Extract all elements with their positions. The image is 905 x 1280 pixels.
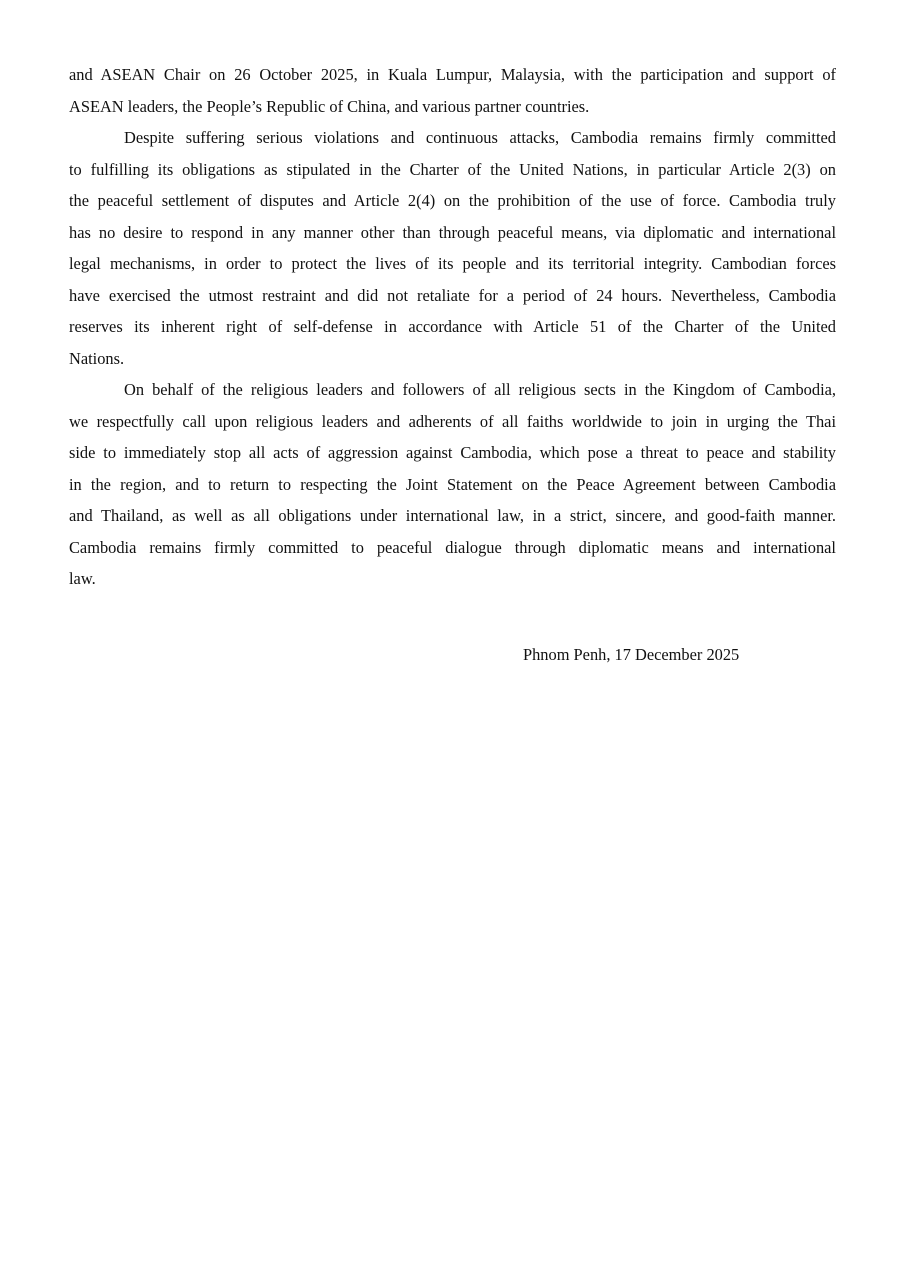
text-line: Cambodia remains firmly committed to peaceful dialogue through diplomatic means and international	[69, 537, 836, 557]
paragraph-1	[69, 59, 836, 122]
text-line: we respectfully call upon religious leaders and adherents of all faiths worldwide to join in urging the Thai	[69, 411, 836, 431]
text-line: to fulfilling its obligations as stipulated in the Charter of the United Nations, in particular Article 2(3) on	[69, 159, 836, 179]
text-line: Nations.	[69, 348, 125, 368]
place-and-date: Phnom Penh, 17 December 2025	[523, 645, 740, 664]
paragraph-2	[69, 122, 836, 374]
text-line: has no desire to respond in any manner other than through peaceful means, via diplomatic and international	[69, 222, 836, 242]
text-line: in the region, and to return to respecting the Joint Statement on the Peace Agreement between Cambodia	[69, 474, 836, 494]
text-line: reserves its inherent right of self-defense in accordance with Article 51 of the Charter of the United	[69, 317, 836, 336]
text-line: and Thailand, as well as all obligations under international law, in a strict, sincere, and good-faith manner.	[69, 506, 836, 525]
text-line: legal mechanisms, in order to protect the lives of its people and its territorial integrity. Cambodian forces	[69, 254, 836, 273]
text-line: Despite suffering serious violations and continuous attacks, Cambodia remains firmly committed	[124, 128, 836, 147]
text-line: side to immediately stop all acts of aggression against Cambodia, which pose a threat to peace and stability	[69, 443, 836, 462]
text-line: have exercised the utmost restraint and did not retaliate for a period of 24 hours. Nevertheless, Cambodia	[69, 285, 836, 305]
text-line: ASEAN leaders, the People’s Republic of China, and various partner countries.	[69, 96, 590, 116]
text-line: On behalf of the religious leaders and followers of all religious sects in the Kingdom of Cambodia,	[124, 380, 836, 399]
text-line: the peaceful settlement of disputes and Article 2(4) on the prohibition of the use of force. Cambodia truly	[69, 191, 836, 210]
paragraph-3	[69, 374, 836, 595]
text-line: and ASEAN Chair on 26 October 2025, in Kuala Lumpur, Malaysia, with the participation and support of	[69, 65, 836, 84]
text-line: law.	[69, 569, 96, 588]
